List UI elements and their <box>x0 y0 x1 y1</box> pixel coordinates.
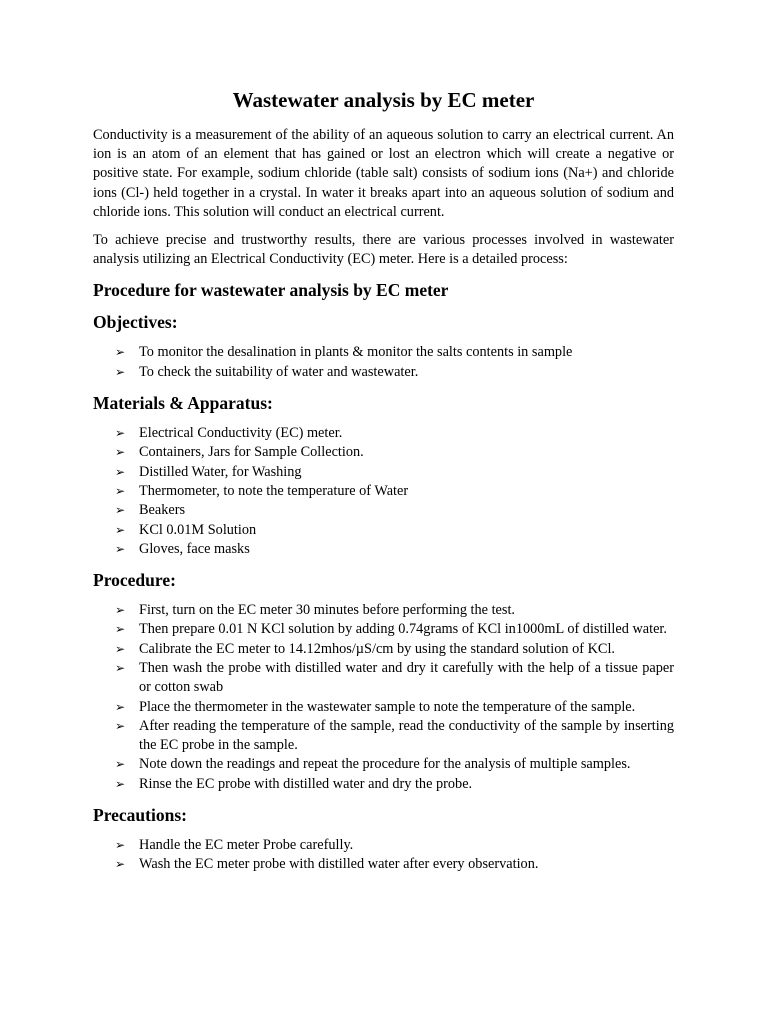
list-item-text: First, turn on the EC meter 30 minutes before performing the test. <box>139 602 516 619</box>
list-item <box>93 463 674 482</box>
list-item <box>93 659 674 698</box>
list-item <box>93 424 674 443</box>
list-item-text: Rinse the EC probe with distilled water and dry the probe. <box>139 775 473 792</box>
intro-paragraph-2: To achieve precise and trustworthy results, there are various processes involved in wastewater analysis utilizing an Electrical Conductivity (EC) meter. Here is a detailed process: <box>93 232 674 268</box>
page-title: Wastewater analysis by EC meter <box>232 88 535 112</box>
list-item-text: KCl 0.01M Solution <box>139 521 257 538</box>
materials-list <box>93 424 674 559</box>
list-item-text: Handle the EC meter Probe carefully. <box>139 837 354 854</box>
precautions-heading: Precautions: <box>93 805 187 826</box>
arrowhead-bullet-icon: ➢ <box>115 483 126 498</box>
arrowhead-bullet-icon: ➢ <box>115 364 126 379</box>
list-item <box>93 640 674 659</box>
list-item-text: Calibrate the EC meter to 14.12mhos/µS/cm by using the standard solution of KCl. <box>139 640 616 657</box>
list-item <box>93 620 674 639</box>
arrowhead-bullet-icon: ➢ <box>115 426 126 441</box>
list-item <box>93 343 674 362</box>
arrowhead-bullet-icon: ➢ <box>115 641 126 656</box>
list-item-text: Wash the EC meter probe with distilled water after every observation. <box>139 856 539 873</box>
list-item <box>93 775 674 794</box>
arrowhead-bullet-icon: ➢ <box>115 622 126 637</box>
arrowhead-bullet-icon: ➢ <box>115 522 126 537</box>
procedure-heading: Procedure: <box>93 570 176 591</box>
list-item-text: Electrical Conductivity (EC) meter. <box>139 425 343 442</box>
arrowhead-bullet-icon: ➢ <box>115 345 126 360</box>
list-item-text: Gloves, face masks <box>139 540 250 557</box>
arrowhead-bullet-icon: ➢ <box>115 857 126 872</box>
list-item-text: Place the thermometer in the wastewater sample to note the temperature of the sample. <box>139 698 636 715</box>
arrowhead-bullet-icon: ➢ <box>115 838 126 853</box>
list-item-text: After reading the temperature of the sample, read the conductivity of the sample by inserting the EC probe in the sample. <box>139 717 674 754</box>
list-item-text: Distilled Water, for Washing <box>139 463 302 480</box>
list-item <box>93 363 674 382</box>
arrowhead-bullet-icon: ➢ <box>115 660 126 675</box>
list-item <box>93 836 674 855</box>
objectives-list <box>93 343 674 382</box>
list-item <box>93 540 674 559</box>
list-item-text: Containers, Jars for Sample Collection. <box>139 444 364 461</box>
intro-paragraph-1: Conductivity is a measurement of the ability of an aqueous solution to carry an electrical current. An ion is an atom of an element that has gained or lost an electron which will create a negative or positive state. For example, sodium chloride (table salt) consists of sodium ions (Na+) and chloride ions (Cl-) held together in a crystal. In water it breaks apart into an aqueous solution of sodium and chloride ions. This solution will conduct an electrical current. <box>93 127 674 220</box>
list-item <box>93 855 674 874</box>
list-item-text: To check the suitability of water and wastewater. <box>139 363 419 380</box>
arrowhead-bullet-icon: ➢ <box>115 464 126 479</box>
list-item <box>93 521 674 540</box>
list-item-text: Note down the readings and repeat the procedure for the analysis of multiple samples. <box>139 756 631 773</box>
list-item <box>93 443 674 462</box>
precautions-list <box>93 836 674 875</box>
document-page <box>93 86 674 885</box>
list-item-text: Then wash the probe with distilled water and dry it carefully with the help of a tissue paper or cotton swab <box>139 659 674 696</box>
arrowhead-bullet-icon: ➢ <box>115 503 126 518</box>
list-item <box>93 698 674 717</box>
arrowhead-bullet-icon: ➢ <box>115 445 126 460</box>
arrowhead-bullet-icon: ➢ <box>115 603 126 618</box>
list-item-text: Beakers <box>139 502 186 519</box>
list-item-text: To monitor the desalination in plants & monitor the salts contents in sample <box>139 344 573 361</box>
list-item-text: Thermometer, to note the temperature of Water <box>139 482 409 499</box>
list-item <box>93 601 674 620</box>
arrowhead-bullet-icon: ➢ <box>115 699 126 714</box>
list-item <box>93 482 674 501</box>
list-item-text: Then prepare 0.01 N KCl solution by adding 0.74grams of KCl in1000mL of distilled water. <box>139 621 667 638</box>
arrowhead-bullet-icon: ➢ <box>115 776 126 791</box>
procedure-main-heading: Procedure for wastewater analysis by EC meter <box>93 280 449 301</box>
arrowhead-bullet-icon: ➢ <box>115 757 126 772</box>
objectives-heading: Objectives: <box>93 312 178 333</box>
arrowhead-bullet-icon: ➢ <box>115 541 126 556</box>
list-item <box>93 501 674 520</box>
materials-heading: Materials & Apparatus: <box>93 393 273 414</box>
list-item <box>93 717 674 756</box>
procedure-list <box>93 601 674 794</box>
arrowhead-bullet-icon: ➢ <box>115 718 126 733</box>
list-item <box>93 755 674 774</box>
